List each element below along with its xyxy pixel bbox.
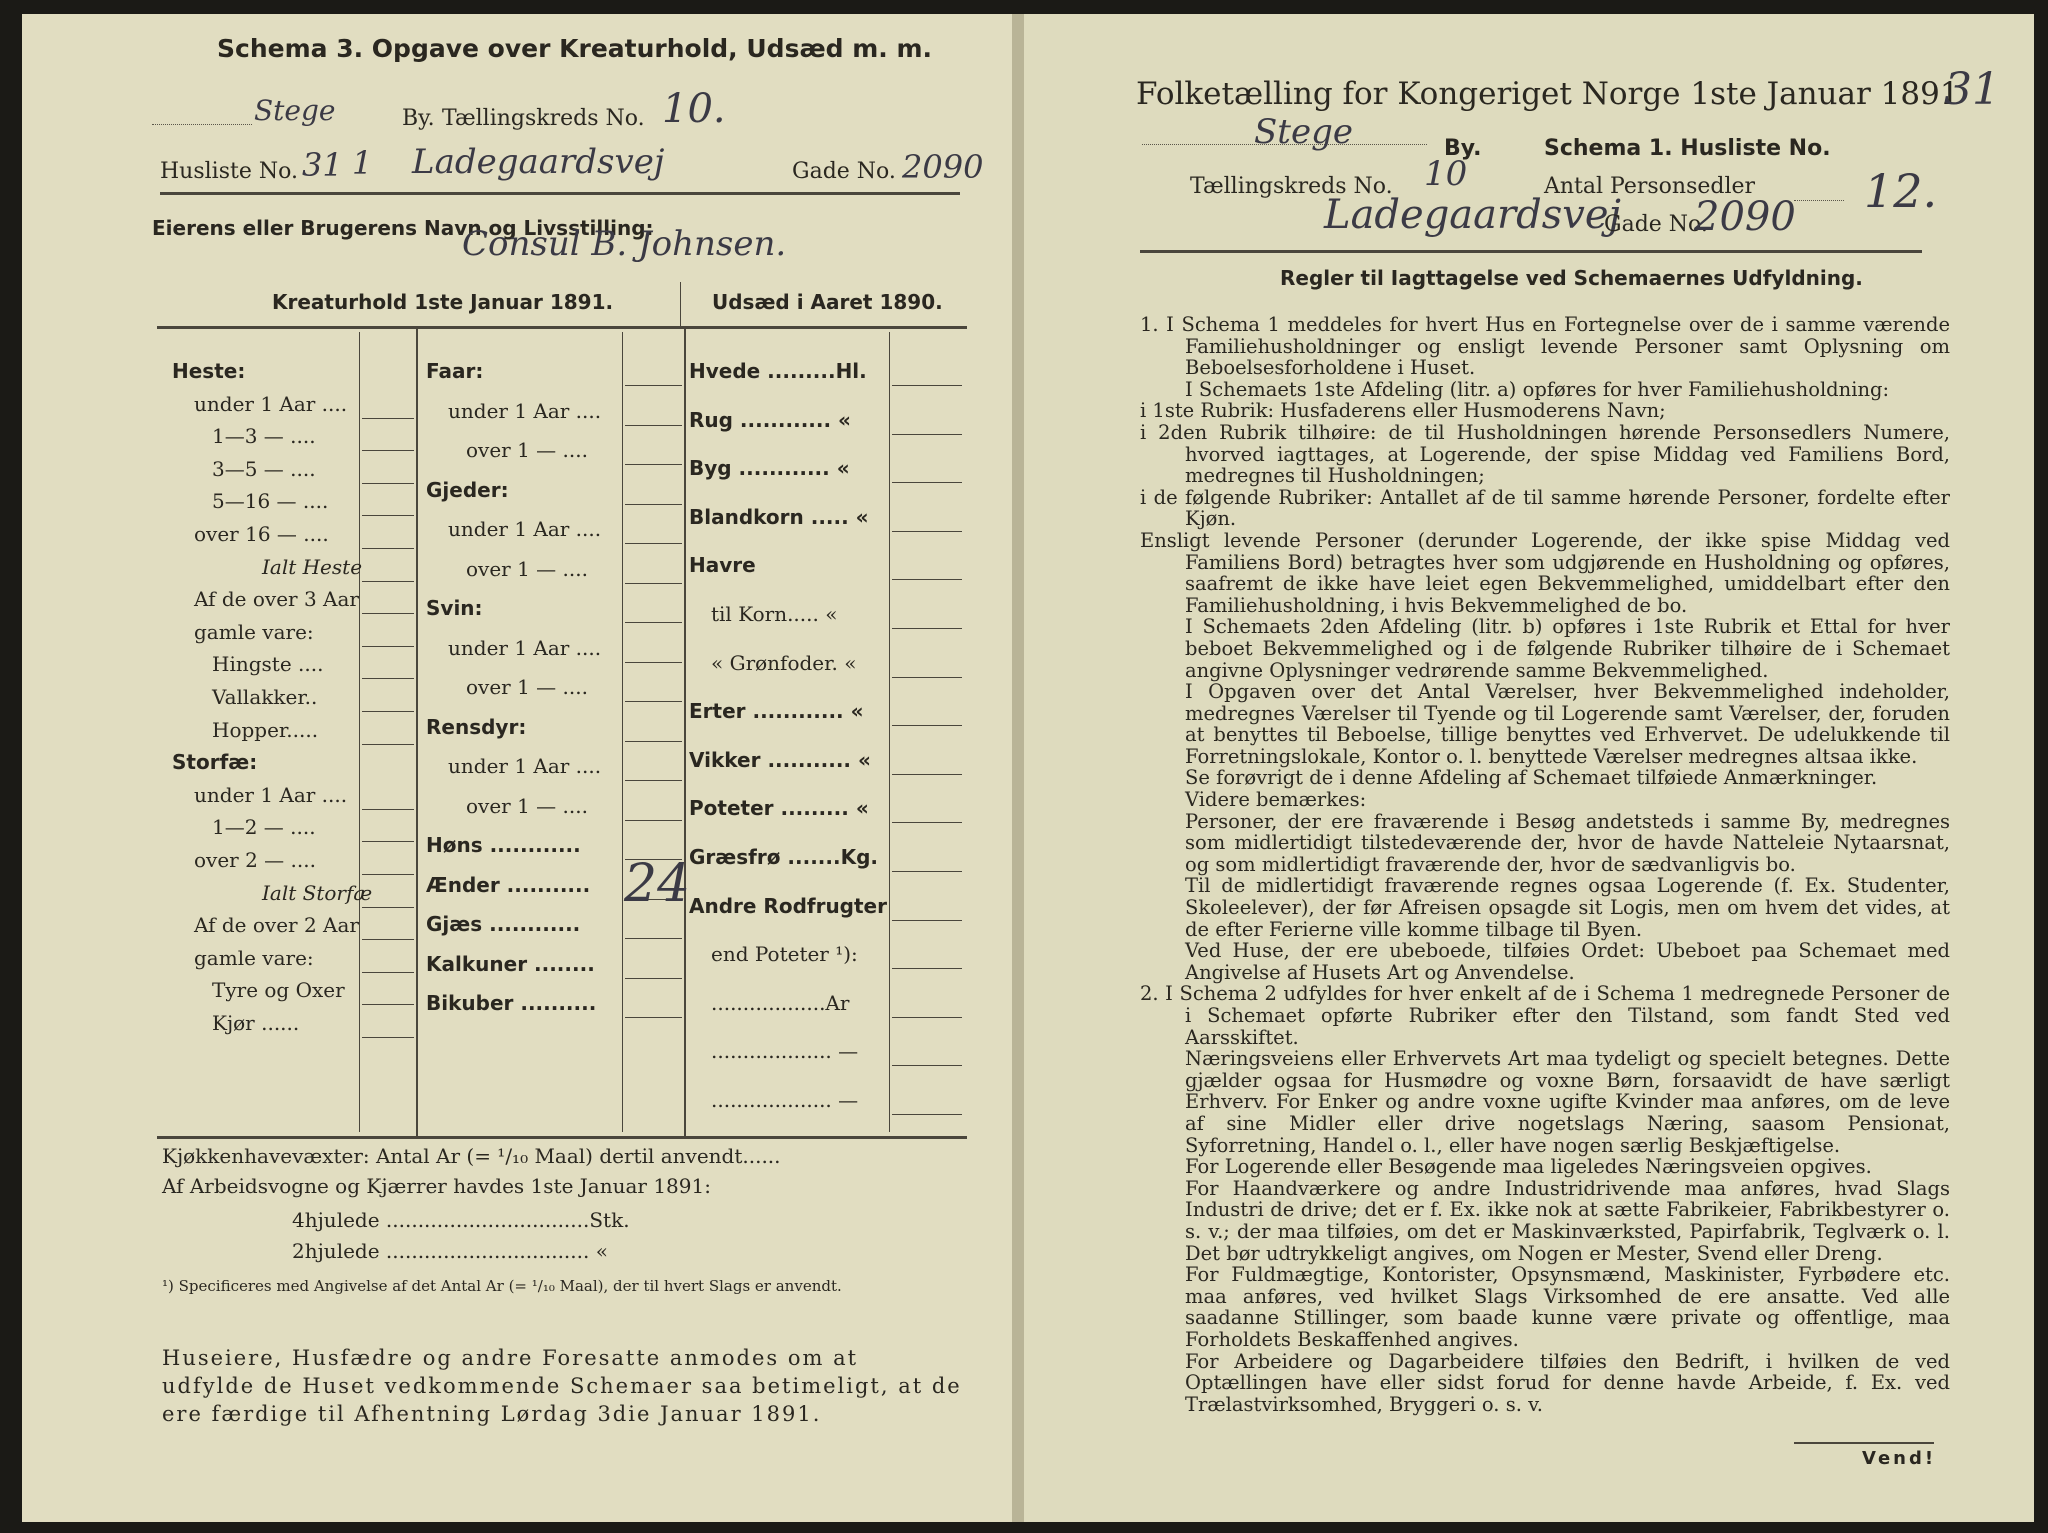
rule-paragraph: 1. I Schema 1 meddeles for hvert Hus en Fortegnelse over de i samme værende Familiehusholdninger og ensligt levende Personer samt Oplysning om Beboelsesforholdene i Huset. <box>1140 313 1950 380</box>
right-page <box>1024 14 2034 1522</box>
kreaturhold1-row: Af de over 2 Aar <box>194 913 359 938</box>
kreaturhold2-row: Ænder ........... <box>426 872 591 897</box>
kreaturhold1-entry-line <box>362 450 414 451</box>
kreaturhold2-entry-line <box>625 741 682 742</box>
kreds-label-right: Tællingskreds No. <box>1190 174 1393 199</box>
gade-label: Gade No. <box>792 159 896 184</box>
rule-paragraph: Ved Huse, der ere ubeboede, tilføies Ordet: Ubeboet paa Schemaet med Angivelse af Husets Art og Anvendelse. <box>1185 939 1950 984</box>
antal-label: Antal Personsedler <box>1544 174 1756 199</box>
rule-paragraph: For Arbeidere og Dagarbeidere tilføies den Bedrift, i hvilken de ved Optællingen have eller sidst forud for denne havde Arbeide, f. Ex. ved Trælastvirksomhed, Bryggeri o. s. v. <box>1185 1349 1950 1416</box>
kreaturhold1-entry-line <box>362 1037 414 1038</box>
kreaturhold2-row: over 1 — .... <box>466 438 588 462</box>
rule-paragraph: I Schemaets 1ste Afdeling (litr. a) opføres for hver Familiehusholdning: <box>1185 377 1890 401</box>
rule-paragraph: I Schemaets 2den Afdeling (litr. b) opføres i 1ste Rubrik et Ettal for hver beboet Bekvemmelighed og i de følgende Rubriker tilhøire de i Schemaet angivne Oplysninger vedrørende samme Bekvemmelighed. <box>1185 615 1950 682</box>
kreaturhold1-entry-line <box>362 809 414 810</box>
closing-line-1: Huseiere, Husfædre og andre Foresatte anmodes om at <box>162 1346 859 1370</box>
udsaed-row: Vikker ........... « <box>689 747 871 772</box>
hw-owner: Consul B. Johnsen. <box>462 224 787 264</box>
hw-husliste-top: 31 <box>1944 64 2000 115</box>
book-spine <box>1012 14 1024 1522</box>
kreaturhold1-row: under 1 Aar .... <box>194 782 348 807</box>
kreaturhold1-entry-line <box>362 483 414 484</box>
udsaed-row: Erter ............ « <box>689 699 864 724</box>
rule-paragraph: Videre bemærkes: <box>1185 788 1367 812</box>
hw-gade-no: 2090 <box>902 148 984 186</box>
rule-paragraph: i 2den Rubrik tilhøire: de til Husholdningen hørende Personsedlers Numere, hvorved iagttages, at Logerende, der spise Middag ved Familiens Bord, medregnes til Husholdningen; <box>1140 420 1950 488</box>
udsaed-entry-line <box>892 1065 962 1066</box>
hw-city: Stege <box>254 94 336 127</box>
kreaturhold1-entry-line <box>362 939 414 940</box>
rule-paragraph: For Fuldmægtige, Kontorister, Opsynsmænd, Maskinister, Fyrbødere etc. maa anføres, ved hvilket Slags Virksomhed de ere ansatte. Ved alle saadanne Stillinger, som baade kunne være private og offentlige, maa Forholdets Beskaffenhed angives. <box>1185 1263 1950 1351</box>
kreaturhold1-row: Vallakker.. <box>212 685 318 709</box>
kreaturhold1-row: Tyre og Oxer <box>212 978 345 1003</box>
rules-title: Regler til Iagttagelse ved Schemaernes Udfyldning. <box>1280 266 1863 290</box>
kreaturhold1-entry-line <box>362 1004 414 1005</box>
kreaturhold2-row: Kalkuner ........ <box>426 951 595 976</box>
rule-paragraph: 2. I Schema 2 udfyldes for hver enkelt af de i Schema 1 medregnede Personer de i Schemaet opførte Rubriker efter den Tilstand, som fandt Sted ved Aarsskiftet. <box>1140 982 1950 1049</box>
kreaturhold1-row: Kjør ...... <box>212 1011 300 1035</box>
kreaturhold2-row: Bikuber .......... <box>426 991 597 1015</box>
kreaturhold1-row: Hopper..... <box>212 717 319 742</box>
husliste-label: Husliste No. <box>160 159 298 184</box>
kreaturhold2-entry-line <box>625 543 682 544</box>
kreaturhold2-entry-line <box>625 780 682 781</box>
rule-paragraph: Se forøvrigt de i denne Afdeling af Schemaet tilføiede Anmærkninger. <box>1185 766 1878 790</box>
hw-gade-no-right: 2090 <box>1694 194 1796 240</box>
kreaturhold1-row: Storfæ: <box>172 750 258 775</box>
udsaed-entry-line <box>892 822 962 823</box>
kreaturhold1-row: gamle vare: <box>194 619 314 644</box>
kreaturhold2-entry-line <box>625 622 682 623</box>
rule-paragraph: For Logerende eller Besøgende maa ligeledes Næringsveien opgives. <box>1185 1155 1872 1179</box>
kreaturhold2-row: Rensdyr: <box>426 714 527 739</box>
kreaturhold2-entry-line <box>625 464 682 465</box>
kreaturhold1-entry-line <box>362 548 414 549</box>
kreaturhold2-row: over 1 — .... <box>466 793 588 818</box>
rule-paragraph: i 1ste Rubrik: Husfaderens eller Husmoderens Navn; <box>1140 399 1666 423</box>
udsaed-row: « Grønfoder. « <box>711 650 857 675</box>
eier-label: Eierens eller Brugerens Navn og Livsstilling: <box>152 216 654 240</box>
kreaturhold1-entry-line <box>362 646 414 647</box>
udsaed-row: end Poteter ¹): <box>711 942 858 967</box>
kreaturhold2-entry-line <box>625 820 682 821</box>
kreaturhold1-entry-line <box>362 841 414 842</box>
hw-city-right: Stege <box>1254 112 1353 152</box>
rule-paragraph: i de følgende Rubriker: Antallet af de til samme hørende Personer, fordelte efter Kjøn. <box>1140 485 1950 531</box>
kreaturhold2-entry-line <box>625 425 682 426</box>
kreaturhold2-entry-line <box>625 504 682 505</box>
footnote: ¹) Specificeres med Angivelse af det Antal Ar (= ¹/₁₀ Maal), der til hvert Slags er anvendt. <box>162 1277 842 1295</box>
kreaturhold1-entry-line <box>362 744 414 745</box>
vend-label: Vend! <box>1862 1448 1937 1469</box>
kreaturhold2-entry-line <box>625 938 682 939</box>
udsaed-entry-line <box>892 677 962 678</box>
kreaturhold1-row: Ialt Storfæ <box>262 880 373 905</box>
kreaturhold1-entry-line <box>362 874 414 875</box>
rule-paragraph: Ensligt levende Personer (derunder Logerende, der ikke spise Middag ved Familiens Bord) betragtes hver som udgjørende en Husholdning og opføres, saafremt de ikke have leiet egen Bekvemmelighed, umiddelbart efter den Familiehusholdning, i hvis Bekvemmelighed de bo. <box>1140 528 1950 617</box>
kreaturhold2-entry-line <box>625 978 682 979</box>
closing-line-3: ere færdige til Afhentning Lørdag 3die Januar 1891. <box>162 1402 822 1426</box>
hjul2-line: 2hjulede ................................ « <box>292 1239 608 1263</box>
kreaturhold1-row: gamle vare: <box>194 945 314 970</box>
kreaturhold2-entry-line <box>625 701 682 702</box>
gade-label-right: Gade No. <box>1604 212 1708 237</box>
kreaturhold2-row: under 1 Aar .... <box>448 517 602 541</box>
udsaed-entry-line <box>892 871 962 872</box>
hw-husliste2: 1 <box>352 144 373 182</box>
kreaturhold1-entry-line <box>362 972 414 973</box>
kreaturhold1-row: Hingste .... <box>212 652 324 677</box>
kreaturhold1-entry-line <box>362 907 414 908</box>
kreaturhold2-row: over 1 — .... <box>466 675 588 699</box>
arbeids-line: Af Arbeidsvogne og Kjærrer havdes 1ste Januar 1891: <box>162 1174 711 1198</box>
closing-line-2: udfylde de Huset vedkommende Schemaer saa betimeligt, at de <box>162 1374 962 1398</box>
kjokken-line: Kjøkkenhavevæxter: Antal Ar (= ¹/₁₀ Maal) dertil anvendt...... <box>162 1144 781 1168</box>
hw-kreds: 10. <box>662 86 726 132</box>
rule-paragraph: For Haandværkere og andre Industridrivende maa anføres, hvad Slags Industri de drive; det er f. Ex. ikke nok at sætte Fabrikeier, Fabrikbestyrer o. s. v.; der maa tilføies, om det er Maskinværksted, Papirfabrik, Teglværk o. l. Det bør udtrykkeligt angives, om Nogen er Mester, Svend eller Dreng. <box>1185 1176 1950 1265</box>
hw-street-right: Ladegaardsvej <box>1324 192 1621 238</box>
kreaturhold1-row: 3—5 — .... <box>212 456 316 481</box>
kreaturhold-header: Kreaturhold 1ste Januar 1891. <box>272 290 614 314</box>
schema3-title: Schema 3. Opgave over Kreaturhold, Udsæd m. m. <box>217 34 933 63</box>
kreaturhold2-row: under 1 Aar .... <box>448 635 602 660</box>
kreaturhold1-row: Heste: <box>172 359 246 383</box>
left-page <box>22 14 1012 1522</box>
udsaed-entry-line <box>892 434 962 435</box>
by-label: By. <box>402 106 435 131</box>
kreaturhold1-row: over 2 — .... <box>194 848 316 872</box>
kreaturhold1-row: over 16 — .... <box>194 522 329 546</box>
kreaturhold1-row: under 1 Aar .... <box>194 391 348 416</box>
udsaed-entry-line <box>892 1017 962 1018</box>
udsaed-row: ..................Ar <box>711 990 850 1015</box>
kreaturhold2-row: under 1 Aar .... <box>448 754 602 778</box>
udsaed-entry-line <box>892 531 962 532</box>
udsaed-row: Hvede .........Hl. <box>689 359 867 383</box>
kreaturhold2-row: over 1 — .... <box>466 556 588 581</box>
udsaed-row: ................... — <box>711 1039 859 1064</box>
hw-hons: 24 <box>624 854 691 914</box>
hw-street: Ladegaardsvej <box>412 142 665 182</box>
kreaturhold1-row: Ialt Heste <box>262 554 363 579</box>
udsaed-entry-line <box>892 628 962 629</box>
udsaed-row: Græsfrø .......Kg. <box>689 845 879 869</box>
kreaturhold2-entry-line <box>625 583 682 584</box>
kreaturhold1-row: Af de over 3 Aar <box>194 587 359 612</box>
udsaed-row: Havre <box>689 553 756 578</box>
kreaturhold1-entry-line <box>362 581 414 582</box>
udsaed-entry-line <box>892 385 962 386</box>
udsaed-row: til Korn..... « <box>711 602 838 626</box>
kreaturhold2-row: Faar: <box>426 359 484 383</box>
kreaturhold1-entry-line <box>362 711 414 712</box>
udsaed-entry-line <box>892 725 962 726</box>
kreaturhold1-entry-line <box>362 418 414 419</box>
hw-husliste: 31 <box>302 146 343 184</box>
udsaed-row: ................... — <box>711 1088 859 1112</box>
kreaturhold2-row: Gjæs ............ <box>426 912 581 936</box>
kreaturhold1-entry-line <box>362 515 414 516</box>
udsaed-row: Poteter ......... « <box>689 796 869 821</box>
by-label-right: By. <box>1444 136 1482 161</box>
kreaturhold2-row: Høns ............ <box>426 833 581 857</box>
udsaed-row: Byg ............ « <box>689 456 850 481</box>
kreaturhold2-row: under 1 Aar .... <box>448 398 602 423</box>
kreaturhold1-row: 1—3 — .... <box>212 424 316 449</box>
udsaed-row: Andre Rodfrugter <box>689 893 887 918</box>
kreaturhold2-entry-line <box>625 1017 682 1018</box>
hjul4-line: 4hjulede ................................Stk. <box>292 1208 630 1232</box>
folketaelling-title: Folketælling for Kongeriget Norge 1ste Januar 1891 <box>1136 76 1960 112</box>
hw-antal: 12. <box>1864 164 1938 218</box>
rule-paragraph: Til de midlertidigt fraværende regnes ogsaa Logerende (f. Ex. Studenter, Skoleelever), der før Afreisen opsagde sit Logis, men om hvem det vides, at de efter Ferierne ville komme tilbage til Byen. <box>1185 874 1950 941</box>
kreaturhold1-entry-line <box>362 678 414 679</box>
kreaturhold1-entry-line <box>362 613 414 614</box>
udsaed-entry-line <box>892 774 962 775</box>
kreaturhold1-row: 1—2 — .... <box>212 815 316 840</box>
udsaed-header: Udsæd i Aaret 1890. <box>712 290 943 314</box>
udsaed-row: Blandkorn ..... « <box>689 504 869 529</box>
rule-paragraph: Næringsveiens eller Erhvervets Art maa tydeligt og specielt betegnes. Dette gjælder ogsaa for Husmødre og voxne Børn, forsaavidt de have særligt Erhverv. For Enker og andre voxne ugifte Kvinder maa anføres, om de leve af sine Midler eller drive nogetslags Næring, saasom Pensionat, Syforretning, Handel o. l., eller have nogen særlig Beskjæftigelse. <box>1185 1047 1950 1157</box>
kreaturhold2-entry-line <box>625 385 682 386</box>
rule-paragraph: I Opgaven over det Antal Værelser, hver Bekvemmelighed indeholder, medregnes Værelser til Tyende og til Logerende samt Værelser, der, foruden at benyttes til Beboelse, tillige benyttes ved Erhvervet. De udelukkende til Forretningslokale, Kontor o. l. benyttede Værelser medregnes altsaa ikke. <box>1185 680 1950 768</box>
udsaed-entry-line <box>892 1114 962 1115</box>
kreaturhold2-row: Svin: <box>426 596 483 620</box>
udsaed-entry-line <box>892 482 962 483</box>
udsaed-entry-line <box>892 968 962 969</box>
kreaturhold2-entry-line <box>625 662 682 663</box>
udsaed-entry-line <box>892 579 962 580</box>
rules-body <box>1140 314 1950 1415</box>
udsaed-entry-line <box>892 920 962 921</box>
udsaed-row: Rug ............ « <box>689 407 851 432</box>
kreds-label: Tællingskreds No. <box>442 106 645 131</box>
kreaturhold2-row: Gjeder: <box>426 477 509 502</box>
rule-paragraph: Personer, der ere fraværende i Besøg andetsteds i samme By, medregnes som midlertidigt tilstedeværende der, hvor de havde Natteleie Nytaarsnat, og som midlertidigt fraværende der, hvor de sædvanligvis bo. <box>1185 809 1950 876</box>
hw-kreds-right: 10 <box>1424 154 1468 194</box>
schema1-label: Schema 1. Husliste No. <box>1544 136 1831 161</box>
kreaturhold1-row: 5—16 — .... <box>212 489 329 514</box>
